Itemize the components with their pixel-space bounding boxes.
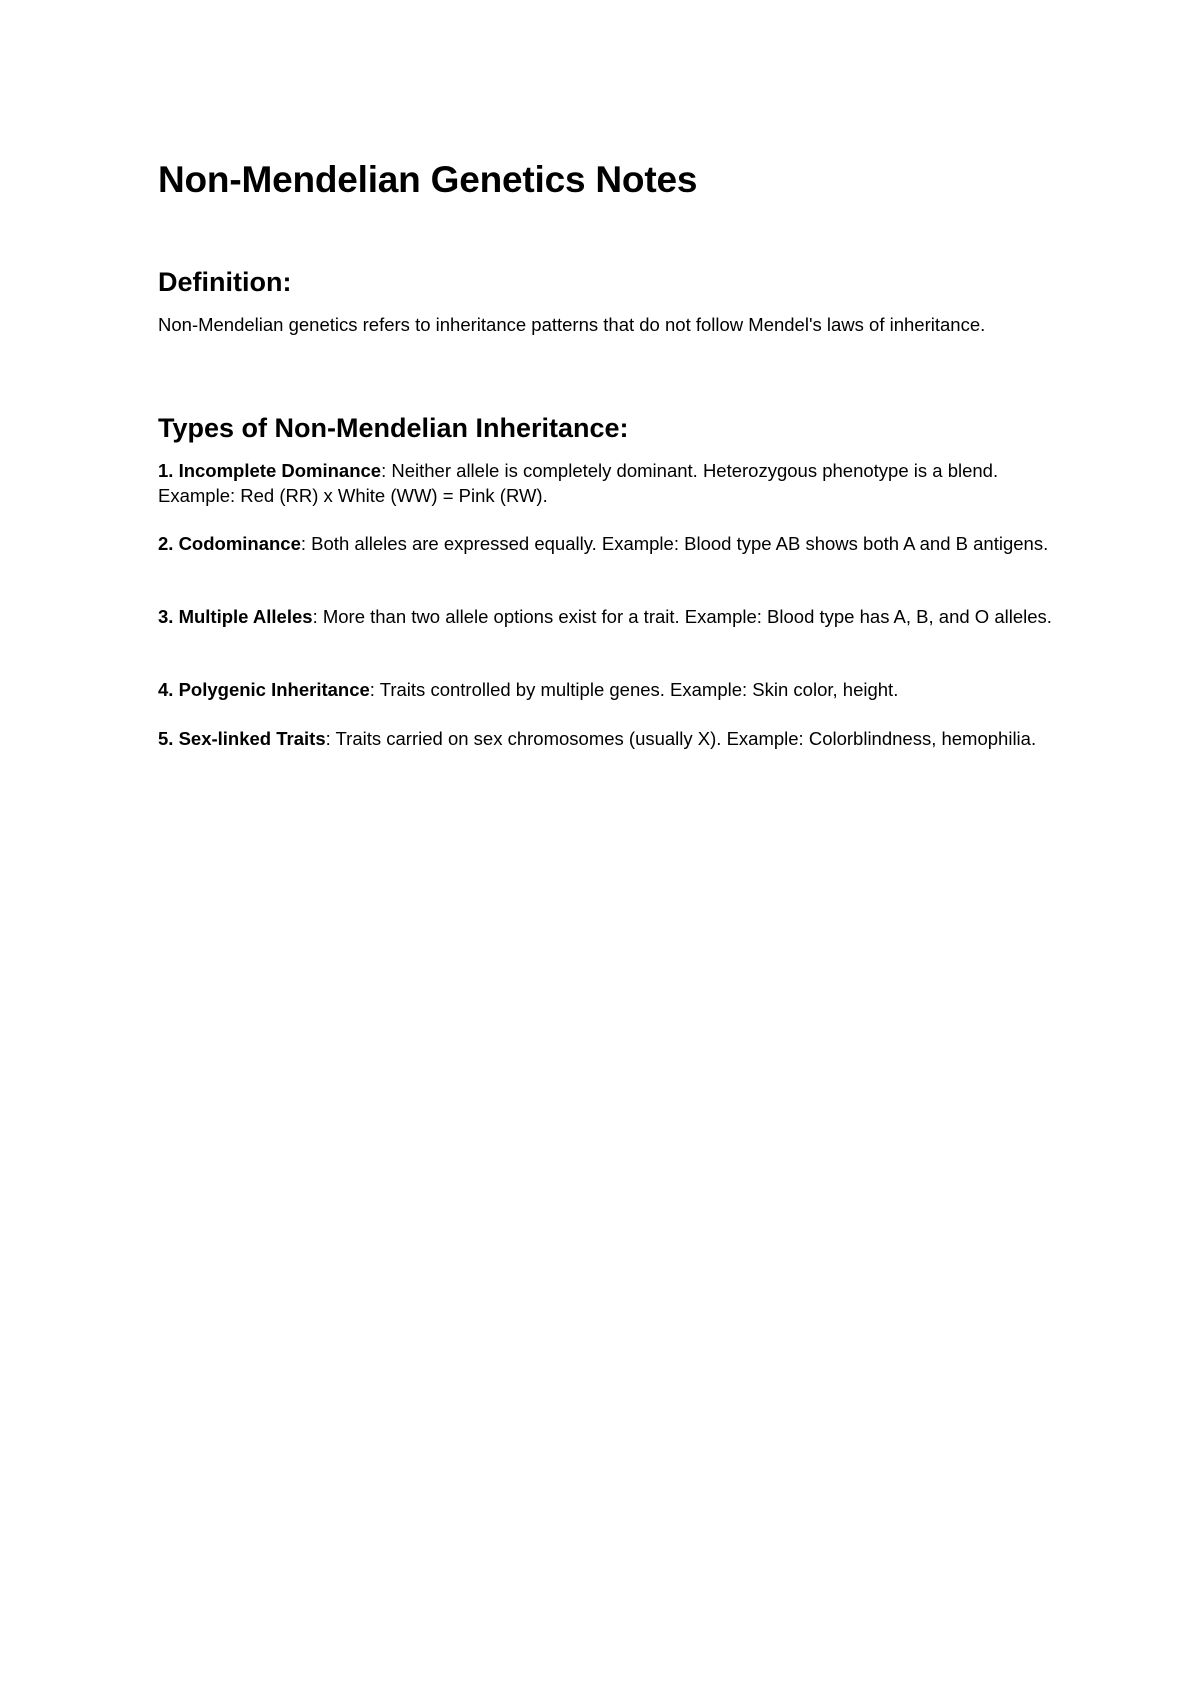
item-term: 1. Incomplete Dominance bbox=[158, 460, 382, 481]
item-term: 2. Codominance bbox=[158, 533, 301, 554]
types-heading: Types of Non-Mendelian Inheritance: bbox=[158, 413, 629, 443]
item-term: 3. Multiple Alleles bbox=[158, 606, 313, 627]
list-item-sex-linked-traits bbox=[158, 726, 1058, 751]
document-title: Non-Mendelian Genetics Notes bbox=[158, 159, 698, 200]
list-item-polygenic-inheritance bbox=[158, 677, 1058, 702]
item-term: 4. Polygenic Inheritance bbox=[158, 679, 370, 700]
item-text: : Both alleles are expressed equally. Example: Blood type AB shows both A and B antigens. bbox=[300, 533, 1049, 554]
list-item-codominance bbox=[158, 531, 1058, 556]
list-item-multiple-alleles bbox=[158, 604, 1058, 629]
definition-text: Non-Mendelian genetics refers to inheritance patterns that do not follow Mendel's laws of inheritance. bbox=[158, 314, 986, 335]
definition-heading: Definition: bbox=[158, 267, 292, 297]
item-text: : Traits carried on sex chromosomes (usually X). Example: Colorblindness, hemophilia. bbox=[325, 728, 1037, 749]
item-text: : Neither allele is completely dominant. Heterozygous phenotype is a blend. Example: Red (RR) x White (WW) = Pink (RW). bbox=[158, 460, 999, 506]
item-text: : Traits controlled by multiple genes. Example: Skin color, height. bbox=[369, 679, 899, 700]
item-text: : More than two allele options exist for a trait. Example: Blood type has A, B, and O alleles. bbox=[312, 606, 1052, 627]
list-item-incomplete-dominance bbox=[158, 458, 1058, 508]
item-term: 5. Sex-linked Traits bbox=[158, 728, 326, 749]
